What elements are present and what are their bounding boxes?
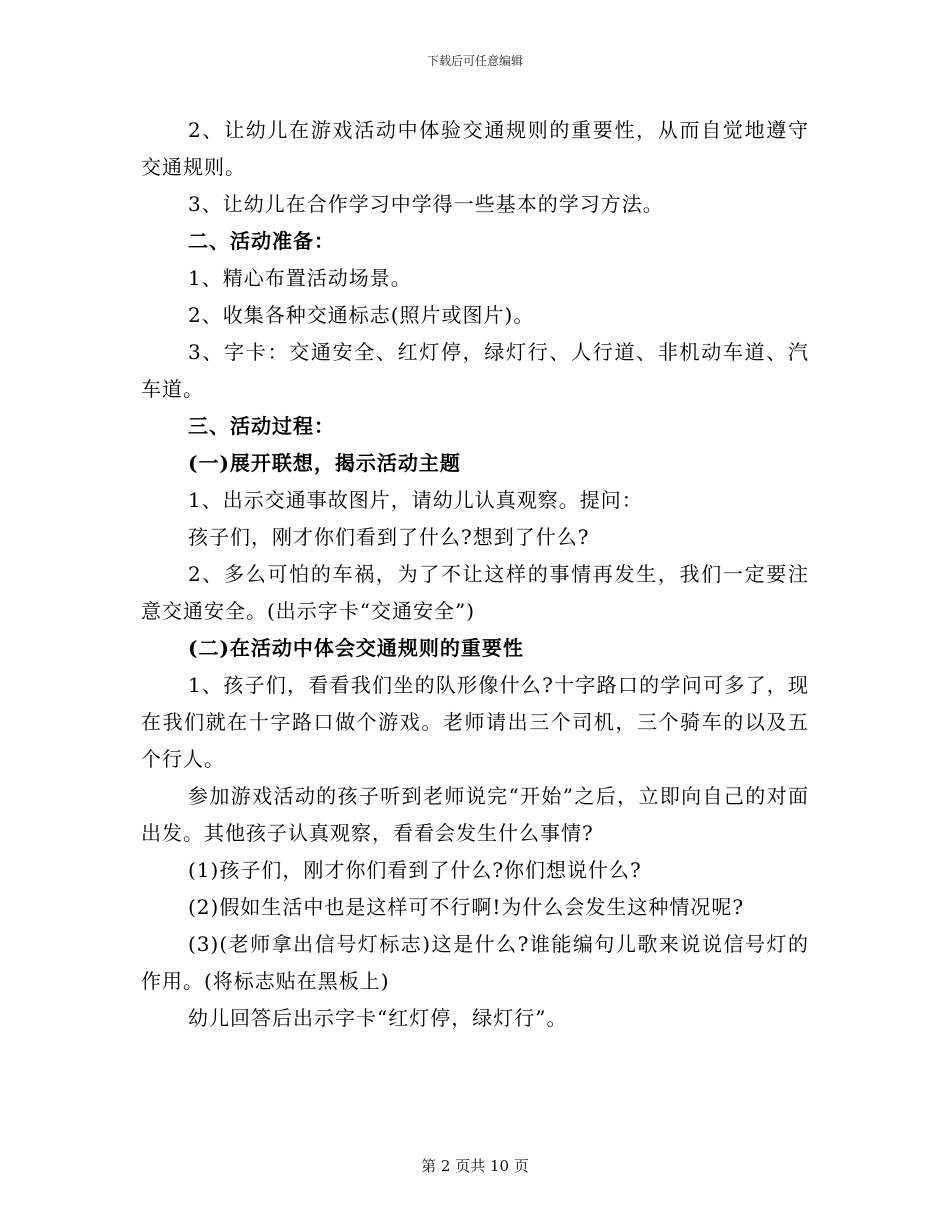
section-heading: 二、活动准备： (188, 229, 335, 253)
paragraph: (1)孩子们，刚才你们看到了什么?你们想说什么? (188, 858, 642, 882)
paragraph: 幼儿回答后出示字卡“红灯停，绿灯行”。 (188, 1006, 568, 1030)
paragraph: (3)(老师拿出信号灯标志)这是什么?谁能编句儿歌来说说信号灯的作用。(将标志贴在黑板上) (141, 932, 809, 993)
paragraph: 3、让幼儿在合作学习中学得一些基本的学习方法。 (188, 192, 664, 216)
page-header: 下载后可任意编辑 (426, 54, 523, 68)
paragraph: 2、多么可怕的车祸，为了不让这样的事情再发生，我们一定要注意交通安全。(出示字卡“交通安全”) (141, 562, 809, 623)
subsection-heading: (二)在活动中体会交通规则的重要性 (188, 636, 524, 660)
paragraph: 1、出示交通事故图片，请幼儿认真观察。提问： (188, 488, 643, 512)
paragraph: 3、字卡：交通安全、红灯停，绿灯行、人行道、非机动车道、汽车道。 (141, 340, 809, 401)
subsection-heading: (一)展开联想，揭示活动主题 (188, 451, 461, 475)
paragraph: 1、孩子们，看看我们坐的队形像什么?十字路口的学问可多了，现在我们就在十字路口做个游戏。老师请出三个司机，三个骑车的以及五个行人。 (141, 673, 809, 771)
page-footer: 第 2 页共 10 页 (421, 1157, 529, 1175)
paragraph: 2、让幼儿在游戏活动中体验交通规则的重要性，从而自觉地遵守交通规则。 (141, 118, 809, 179)
paragraph: 参加游戏活动的孩子听到老师说完“开始”之后，立即向自己的对面出发。其他孩子认真观察，看看会发生什么事情? (141, 784, 809, 845)
document-body (141, 112, 809, 1037)
paragraph: (2)假如生活中也是这样可不行啊!为什么会发生这种情况呢? (188, 895, 745, 919)
section-heading: 三、活动过程： (188, 414, 335, 438)
paragraph: 2、收集各种交通标志(照片或图片)。 (188, 303, 535, 327)
paragraph: 孩子们，刚才你们看到了什么?想到了什么? (188, 525, 590, 549)
paragraph: 1、精心布置活动场景。 (188, 266, 412, 290)
